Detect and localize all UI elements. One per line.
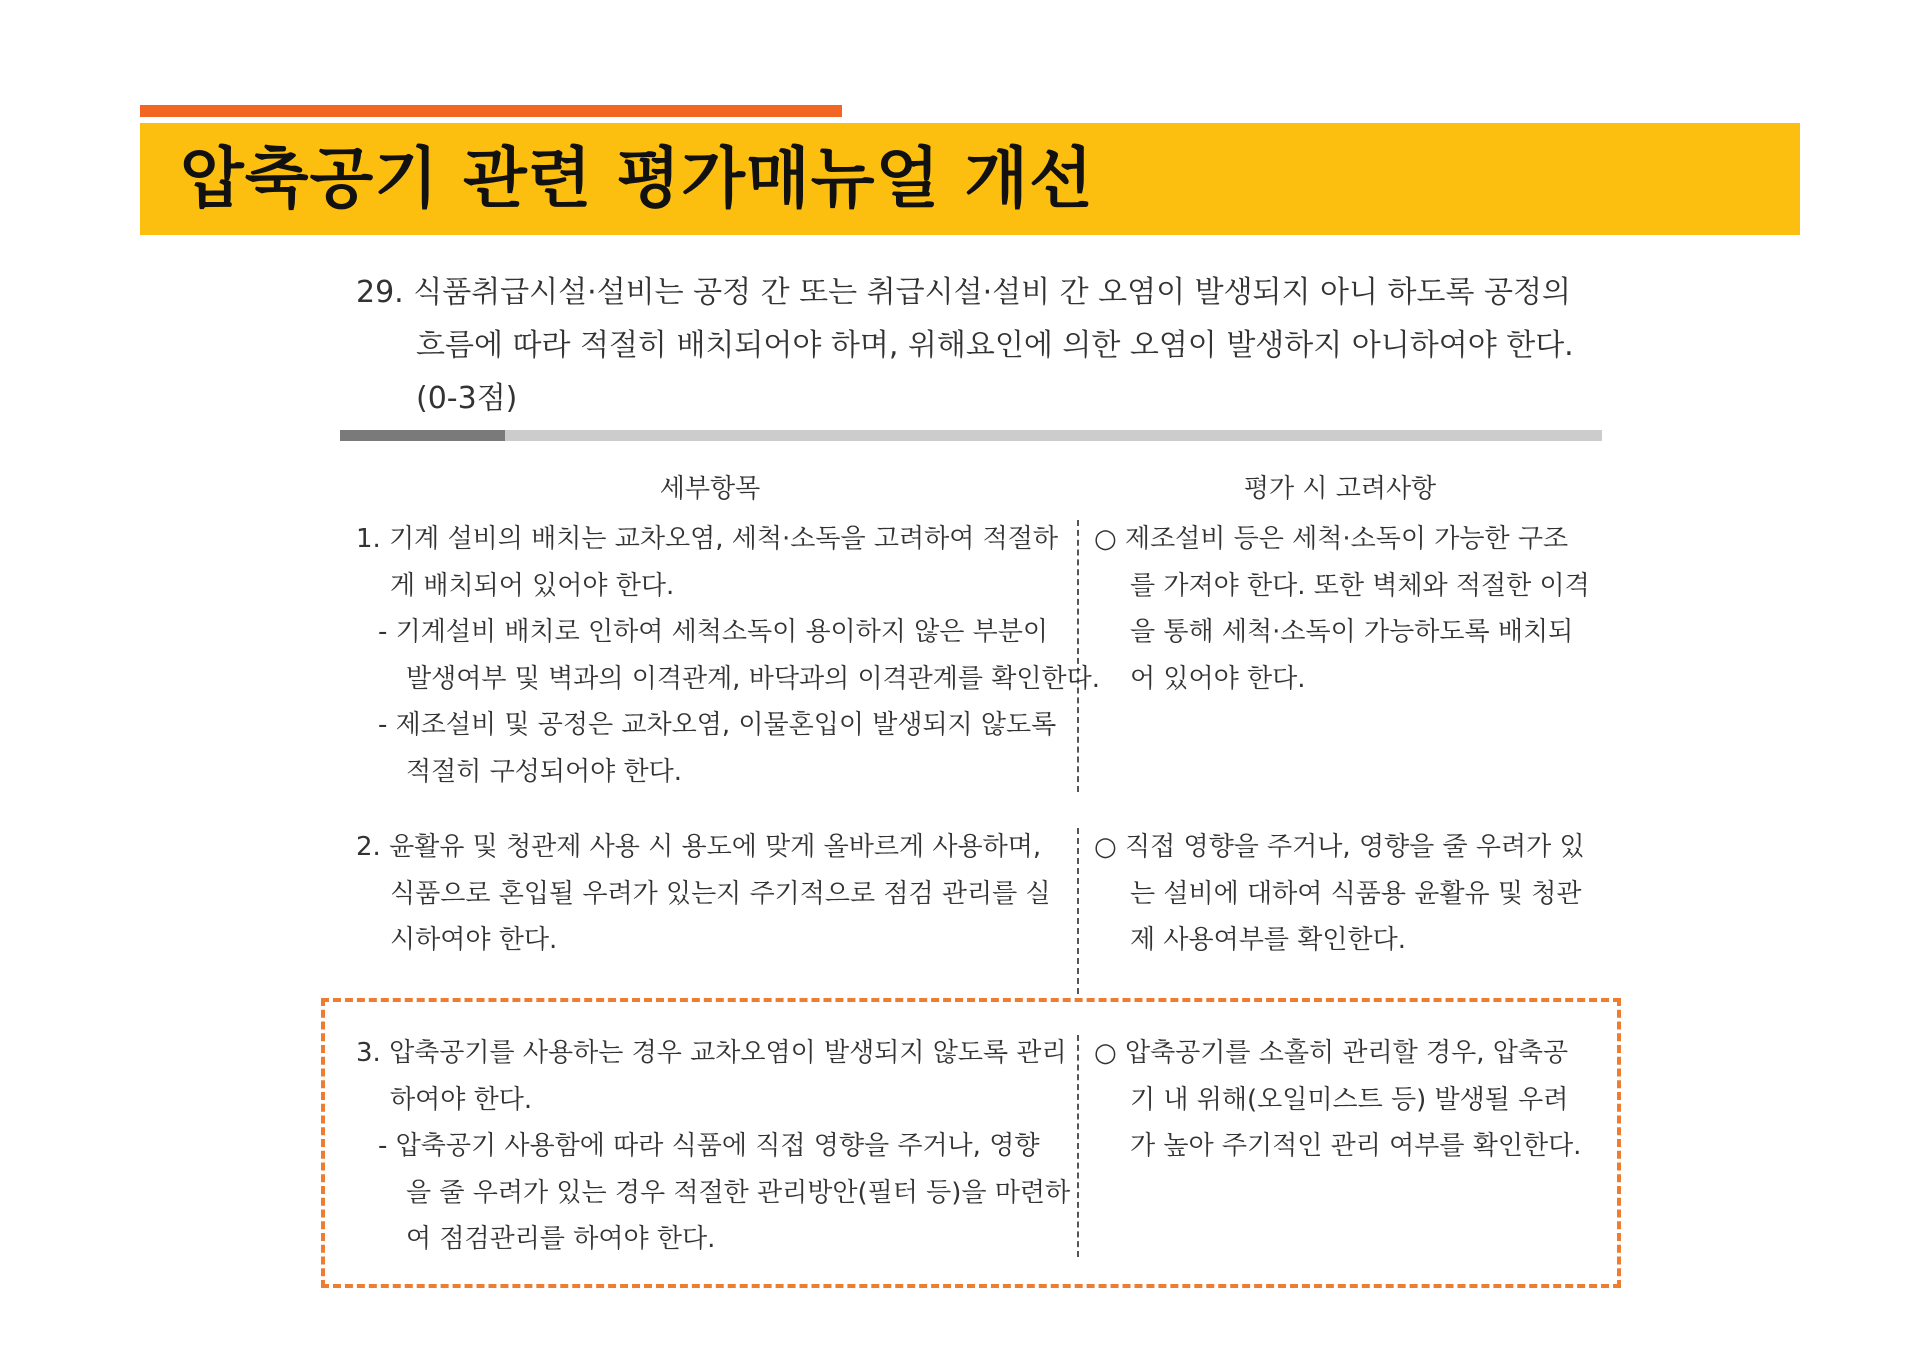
column-header-considerations: 평가 시 고려사항 bbox=[1243, 474, 1437, 504]
consideration-line: ○ 압축공기를 소홀히 관리할 경우, 압축공 bbox=[1094, 1038, 1569, 1068]
detail-item-2 bbox=[356, 824, 1051, 964]
section-divider-accent bbox=[340, 430, 505, 441]
section-divider bbox=[340, 430, 1602, 441]
consideration-line: 를 가져야 한다. 또한 벽체와 적절한 이격 bbox=[1130, 570, 1590, 601]
detail-line: 3. 압축공기를 사용하는 경우 교차오염이 발생되지 않도록 관리 bbox=[356, 1038, 1067, 1068]
consideration-line: 기 내 위해(오일미스트 등) 발생될 우려 bbox=[1130, 1084, 1569, 1115]
detail-subline: - 제조설비 및 공정은 교차오염, 이물혼입이 발생되지 않도록 bbox=[378, 710, 1057, 740]
consideration-line: ○ 제조설비 등은 세척·소독이 가능한 구조 bbox=[1094, 524, 1569, 554]
detail-item-3 bbox=[356, 1030, 1070, 1263]
consideration-1 bbox=[1094, 516, 1594, 702]
detail-item-1 bbox=[356, 516, 1100, 795]
question-line: 흐름에 따라 적절히 배치되어야 하며, 위해요인에 의한 오염이 발생하지 아니하여야 한다. bbox=[416, 328, 1574, 363]
detail-subline: - 기계설비 배치로 인하여 세척소독이 용이하지 않은 부분이 bbox=[378, 617, 1049, 647]
consideration-line: 가 높아 주기적인 관리 여부를 확인한다. bbox=[1130, 1131, 1582, 1161]
accent-bar bbox=[140, 105, 842, 117]
detail-subline: 적절히 구성되어야 한다. bbox=[406, 756, 682, 787]
column-header-detail-items: 세부항목 bbox=[659, 474, 761, 504]
consideration-line: 을 통해 세척·소독이 가능하도록 배치되 bbox=[1130, 617, 1574, 647]
consideration-line: 어 있어야 한다. bbox=[1130, 663, 1306, 694]
detail-line: 시하여야 한다. bbox=[390, 925, 558, 955]
column-separator bbox=[1077, 828, 1079, 994]
question-text bbox=[356, 266, 1596, 425]
consideration-3 bbox=[1094, 1030, 1594, 1170]
detail-subline: 여 점검관리를 하여야 한다. bbox=[406, 1224, 716, 1254]
consideration-line: ○ 직접 영향을 주거나, 영향을 줄 우려가 있 bbox=[1094, 832, 1585, 862]
detail-subline: 을 줄 우려가 있는 경우 적절한 관리방안(필터 등)을 마련하 bbox=[406, 1177, 1071, 1208]
title-band bbox=[140, 123, 1800, 235]
detail-line: 식품으로 혼입될 우려가 있는지 주기적으로 점검 관리를 실 bbox=[390, 878, 1051, 909]
question-line: 29. 식품취급시설·설비는 공정 간 또는 취급시설·설비 간 오염이 발생되지 아니 하도록 공정의 bbox=[356, 275, 1571, 310]
consideration-2 bbox=[1094, 824, 1594, 964]
detail-line: 2. 윤활유 및 청관제 사용 시 용도에 맞게 올바르게 사용하며, bbox=[356, 832, 1042, 862]
question-score: (0-3점) bbox=[416, 381, 518, 416]
consideration-line: 는 설비에 대하여 식품용 윤활유 및 청관 bbox=[1130, 878, 1582, 909]
detail-line: 하여야 한다. bbox=[390, 1084, 533, 1115]
detail-subline: 발생여부 및 벽과의 이격관계, 바닥과의 이격관계를 확인한다. bbox=[406, 663, 1101, 694]
detail-line: 1. 기계 설비의 배치는 교차오염, 세척·소독을 고려하여 적절하 bbox=[356, 524, 1058, 554]
consideration-line: 제 사용여부를 확인한다. bbox=[1130, 925, 1406, 955]
detail-subline: - 압축공기 사용함에 따라 식품에 직접 영향을 주거나, 영향 bbox=[378, 1131, 1040, 1161]
page-title: 압축공기 관련 평가매뉴얼 개선 bbox=[180, 140, 1094, 217]
detail-line: 게 배치되어 있어야 한다. bbox=[390, 570, 675, 601]
